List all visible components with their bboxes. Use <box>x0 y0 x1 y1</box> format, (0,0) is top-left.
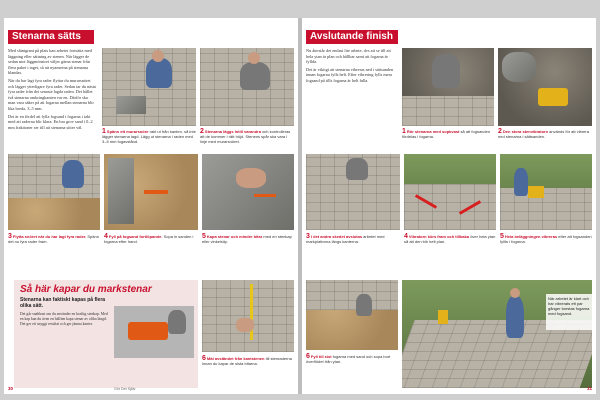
right-step-4-caption <box>404 234 496 244</box>
step-3-photo <box>8 154 100 230</box>
step-number: 1 <box>102 128 106 135</box>
step-title: Hela beläggningen vibreras <box>504 234 558 239</box>
right-step-5-caption <box>500 234 592 244</box>
cutting-info-box <box>14 280 198 388</box>
right-page <box>302 18 596 394</box>
measuring-rod <box>250 284 253 340</box>
stone-saw-icon <box>128 322 168 340</box>
right-step-2-caption <box>498 129 592 139</box>
sand-bed <box>8 198 100 230</box>
step-number: 6 <box>306 353 310 360</box>
stone-saw-photo <box>114 306 194 358</box>
step-text: arbetet med markplattorna längs kanterna. <box>306 234 385 244</box>
right-step-4-photo <box>404 154 496 230</box>
worker-figure <box>240 62 270 90</box>
step-number: 6 <box>202 355 206 362</box>
step-text: rakt ut från kanten, så inte lägger stenarna lagd. Lägg ut stenarna i raden med 3–5 mm fogavstånd. <box>102 129 196 144</box>
step-text: efter att fogsanden fyllts i fogarna. <box>500 234 592 244</box>
step-number: 4 <box>104 233 108 240</box>
worker-figure <box>62 160 84 188</box>
hands <box>236 318 254 332</box>
step-1-photo <box>102 48 196 126</box>
step-title: Mät avståndet från kantstenen <box>206 356 265 361</box>
step-6-photo <box>202 280 294 352</box>
intro-paragraph: Med släntgrant på plats kan arbetet fortsätta med läggning eller sättning av stenen. När lägger de sedan mot läggmönstret väljer gärna stenar från flera paket i taget, så att nyanserna på stenarna blandas. <box>8 48 92 76</box>
page-title: Stenarna sätts <box>8 30 94 44</box>
right-step-6-photo <box>306 280 398 350</box>
worker-figure <box>346 158 368 180</box>
step-number: 3 <box>8 233 12 240</box>
leveling-tool <box>144 190 168 194</box>
step-number: 3 <box>306 233 310 240</box>
right-step-3-caption <box>306 234 400 244</box>
finish-callout: När arbetet är klart och har vibrerats ett par gånger borstas fogarna med fogsand. <box>546 294 592 330</box>
step-text: Sopa in sanden i fogarna efter hand. <box>104 234 194 244</box>
right-step-1-photo <box>402 48 494 126</box>
step-text: till stenraderna innan du kapar de sista bitarna. <box>202 356 292 366</box>
left-page <box>4 18 298 394</box>
right-step-6-caption <box>306 354 398 364</box>
step-text: så att fogsanden fördelas i fogarna. <box>402 129 491 139</box>
page-number: 31 <box>586 386 592 391</box>
page-title: Avslutande finish <box>306 30 398 44</box>
worker-figure <box>432 54 460 88</box>
worker-figure <box>356 294 372 316</box>
step-text: fogarna med sand och sopa bort överflödet från ytan. <box>306 354 391 364</box>
finished-paving <box>402 320 592 388</box>
intro-paragraph: Det är en fördel att fylla fogsand i fogarna i takt med att raderna blir klara. En bra grov sand i 0–2 mm fraktioner ser till att stenarna sitter väl. <box>8 113 93 130</box>
step-5-caption <box>202 234 294 244</box>
worker-head <box>510 288 520 298</box>
step-title: Spänn ett murarsnöre <box>106 129 149 134</box>
step-title: Fyll till sist <box>310 354 332 359</box>
step-2-caption <box>200 129 294 144</box>
hands <box>236 168 266 188</box>
step-4-caption <box>104 234 198 244</box>
step-title: Stenarna läggs intill varandra <box>204 129 261 134</box>
right-step-5-photo <box>500 154 592 230</box>
step-title: Kapa stenar och mindre bitar <box>206 234 263 239</box>
step-number: 2 <box>498 128 502 135</box>
step-number: 4 <box>404 233 408 240</box>
worker-figure <box>514 168 528 196</box>
step-1-caption <box>102 129 196 144</box>
step-number: 5 <box>202 233 206 240</box>
right-step-1-caption <box>402 129 494 139</box>
paved-surface <box>402 96 494 126</box>
step-title: I det andra skedet avslutas <box>310 234 363 239</box>
box-subtitle: Stenarna kan faktiskt kapas på flera olika sätt. <box>20 297 106 309</box>
page-number: 30 <box>8 386 14 391</box>
paving-stone-row <box>108 158 134 224</box>
intro-text <box>8 48 96 132</box>
step-number: 5 <box>500 233 504 240</box>
cutting-tool <box>254 194 276 197</box>
intro-text <box>306 48 398 86</box>
paving-stone <box>116 96 146 114</box>
step-5-photo <box>202 154 294 230</box>
step-4-photo <box>104 154 198 230</box>
right-step-2-photo <box>498 48 592 126</box>
plate-compactor-icon <box>438 310 448 324</box>
step-2-photo <box>200 48 294 126</box>
plate-compactor-icon <box>528 186 544 198</box>
plate-compactor-icon <box>538 88 568 106</box>
step-6-caption <box>202 356 294 366</box>
intro-paragraph: Nu återstår det endast lite arbete, dvs att se till att hela ytan är plan och hållbar samt att fogarna är fyllda. <box>306 48 391 65</box>
box-title: Så här kapar du markstenar <box>20 284 152 295</box>
step-number: 2 <box>200 128 204 135</box>
step-text: Spänn det nu fyra rader fram. <box>8 234 99 244</box>
step-title: Vibratorn körs fram och tillbaka <box>408 234 470 239</box>
worker-figure <box>506 296 524 338</box>
footer-publication: Gör Det Själv <box>114 387 136 391</box>
step-title: Flytta snöret när du har lagt fyra rader. <box>12 234 87 239</box>
intro-paragraph: När du har lagt fyra rader flyttar du murarsnöret och lägger ytterligare fyra rader. Sedan tar du nästa fyra rader från det senaste lagda raden. Det hållet två stenarna omkringkanten var en. Därför ska man vara säker på att fogarna mellan stenarna blir lika breda, 3–5 mm. <box>8 77 96 111</box>
step-text: med en stenkap eller vinkelslip. <box>202 234 292 244</box>
intro-paragraph: Det är viktigt att stenarna vibreras ned i sättsanden innan fogarna fylls helt. Efter vibrering fylls mera fogsand på tills fogarna är helt fulla. <box>306 66 394 83</box>
paved-surface <box>404 184 496 230</box>
worker-figure <box>146 58 172 88</box>
step-number: 1 <box>402 128 406 135</box>
step-title: Den stora stenvibratorn <box>502 129 549 134</box>
step-title: Rör stenarna med sopkvast <box>406 129 460 134</box>
rock <box>502 52 536 82</box>
worker-head <box>248 52 260 64</box>
right-step-3-photo <box>306 154 400 230</box>
paved-surface <box>306 280 398 310</box>
worker-figure <box>168 310 186 334</box>
step-3-caption <box>8 234 100 244</box>
step-title: Fyll på fogsand fortlöpande. <box>108 234 163 239</box>
step-text: över hela ytan så att den blir helt plan. <box>404 234 496 244</box>
step-text: används för att vibrera ned stenarna i sättsanden. <box>498 129 589 139</box>
step-text: och kontrolleras att de kommer i rätt höjd. Stenens spår ska vara i linje med murarsnöret. <box>200 129 291 144</box>
box-body: Det går snabbast om du använder en kraftig stenkap. Med en kap kan du även en hälften kapa stenar av olika längd. Det ger ett snyggt resultat och ger jämna kanter. <box>20 312 108 326</box>
worker-head <box>152 50 164 62</box>
